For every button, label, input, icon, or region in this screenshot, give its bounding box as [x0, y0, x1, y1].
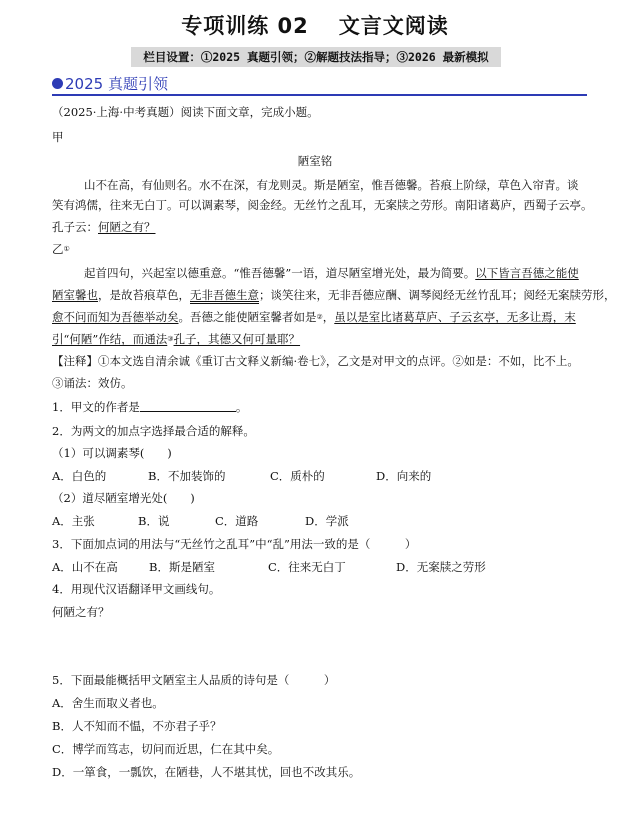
option[interactable]: C．往来无白丁 [268, 560, 346, 574]
question-2: 2．为两文的加点字选择最合适的解释。 [52, 424, 255, 438]
passage-jia-line [52, 220, 156, 234]
question-intro: （2025·上海·中考真题）阅读下面文章，完成小题。 [52, 105, 319, 119]
passage-jia-line: 笑有鸿儒，往来无白丁。可以调素琴，阅金经。无丝竹之乱耳，无案牍之劳形。南阳诸葛庐，西蜀子云亭。 [52, 198, 593, 212]
passage-yi-line [84, 266, 579, 280]
passage-yi-line [52, 288, 616, 302]
question-4-sentence: 何陋之有？ [52, 605, 110, 619]
passage-yi-label [52, 242, 70, 256]
option[interactable]: A．山不在高 [52, 560, 118, 574]
column-settings-banner: 栏目设置：①2025 真题引领；②解题技法指导；③2026 最新模拟 [131, 47, 501, 67]
option[interactable]: D．向来的 [376, 469, 432, 483]
footnote-marker: ② [316, 313, 323, 321]
text-span: ，是故苔痕草色， [98, 288, 190, 302]
section-label: 2025 真题引领 [65, 75, 168, 93]
underlined-text: 以下皆言吾德之能使 [475, 266, 579, 280]
answer-blank[interactable] [140, 401, 236, 412]
option[interactable]: B．斯是陋室 [149, 560, 215, 574]
text-span: ， [322, 310, 335, 324]
text-span: ；谈笑往来，无非吾德应酬、调琴阅经无丝竹乱耳；阅经无案牍劳形， [259, 288, 616, 302]
question-4: 4．用现代汉语翻译甲文画线句。 [52, 582, 221, 596]
underlined-sentence: 何陋之有？ [98, 220, 156, 234]
question-5: 5．下面最能概括甲文陋室主人品质的诗句是（ ） [52, 673, 336, 687]
text-span: 乙 [52, 242, 64, 256]
option[interactable]: B．不加装饰的 [148, 469, 226, 483]
bullet-dot-icon [52, 78, 63, 89]
option[interactable]: A．白色的 [52, 469, 107, 483]
underlined-text: 孔子，其德又何可量耶？ [173, 332, 301, 346]
passage-yi-line [52, 332, 300, 346]
option[interactable]: B．说 [138, 514, 170, 528]
question-3-options [52, 560, 486, 574]
option[interactable]: D．一箪食，一瓢饮，在陋巷，人不堪其忧，回也不改其乐。 [52, 765, 361, 779]
underlined-text: 无非吾德生意 [190, 288, 259, 302]
option[interactable]: B．人不知而不愠，不亦君子乎？ [52, 719, 222, 733]
passage-jia-title: 陋室铭 [297, 154, 333, 168]
text-span: 。吾德之能使陋室馨者如是 [178, 310, 317, 324]
footnote-marker: ③ [167, 335, 174, 343]
notes-line: ③诵法：效仿。 [52, 376, 133, 390]
question-2-2: （2）道尽陋室增光处( ) [52, 491, 195, 505]
underlined-text: 愈不问而知为吾德举动矣 [52, 310, 179, 324]
text-span: 。 [235, 400, 248, 414]
question-2-1: （1）可以调素琴( ) [52, 446, 172, 460]
question-3: 3．下面加点词的用法与“无丝竹之乱耳”中“乱”用法一致的是（ ） [52, 537, 417, 551]
title-part2: 文言文阅读 [338, 14, 449, 38]
option[interactable]: A．主张 [52, 514, 95, 528]
question-2-2-options [52, 514, 349, 528]
option[interactable]: C．道路 [215, 514, 259, 528]
underlined-text: 虽以是室比诸葛草庐、子云玄亭，无多让焉，末 [334, 310, 576, 324]
option[interactable]: D．学派 [305, 514, 349, 528]
passage-jia-label: 甲 [52, 130, 64, 144]
footnote-marker: ① [63, 245, 70, 253]
question-1 [52, 400, 247, 414]
page-title [0, 10, 630, 40]
underlined-text: 陋室馨也 [52, 288, 98, 302]
question-text: 1．甲文的作者是 [52, 400, 140, 414]
text-span: 孔子云： [52, 220, 98, 234]
option[interactable]: D．无案牍之劳形 [396, 560, 486, 574]
notes-line: 【注释】①本文选自清余诚《重订古文释义新编·卷七》，乙文是对甲文的点评。②如是：不如，比不上。 [52, 354, 579, 368]
option[interactable]: A．舍生而取义者也。 [52, 696, 164, 710]
option[interactable]: C．质朴的 [270, 469, 325, 483]
underlined-text: 引“何陋”作结，而通法 [52, 332, 168, 346]
question-2-1-options [52, 469, 431, 483]
section-header [52, 76, 587, 96]
passage-jia-line: 山不在高，有仙则名。水不在深，有龙则灵。斯是陋室，惟吾德馨。苔痕上阶绿，草色入帘青。谈 [84, 178, 579, 192]
title-part1: 专项训练 02 [181, 14, 309, 38]
passage-yi-line [52, 310, 576, 324]
option[interactable]: C．博学而笃志，切问而近思，仁在其中矣。 [52, 742, 280, 756]
text-span: 起首四句，兴起室以德重意。“惟吾德馨”一语，道尽陋室增光处，最为简要。 [84, 266, 476, 280]
